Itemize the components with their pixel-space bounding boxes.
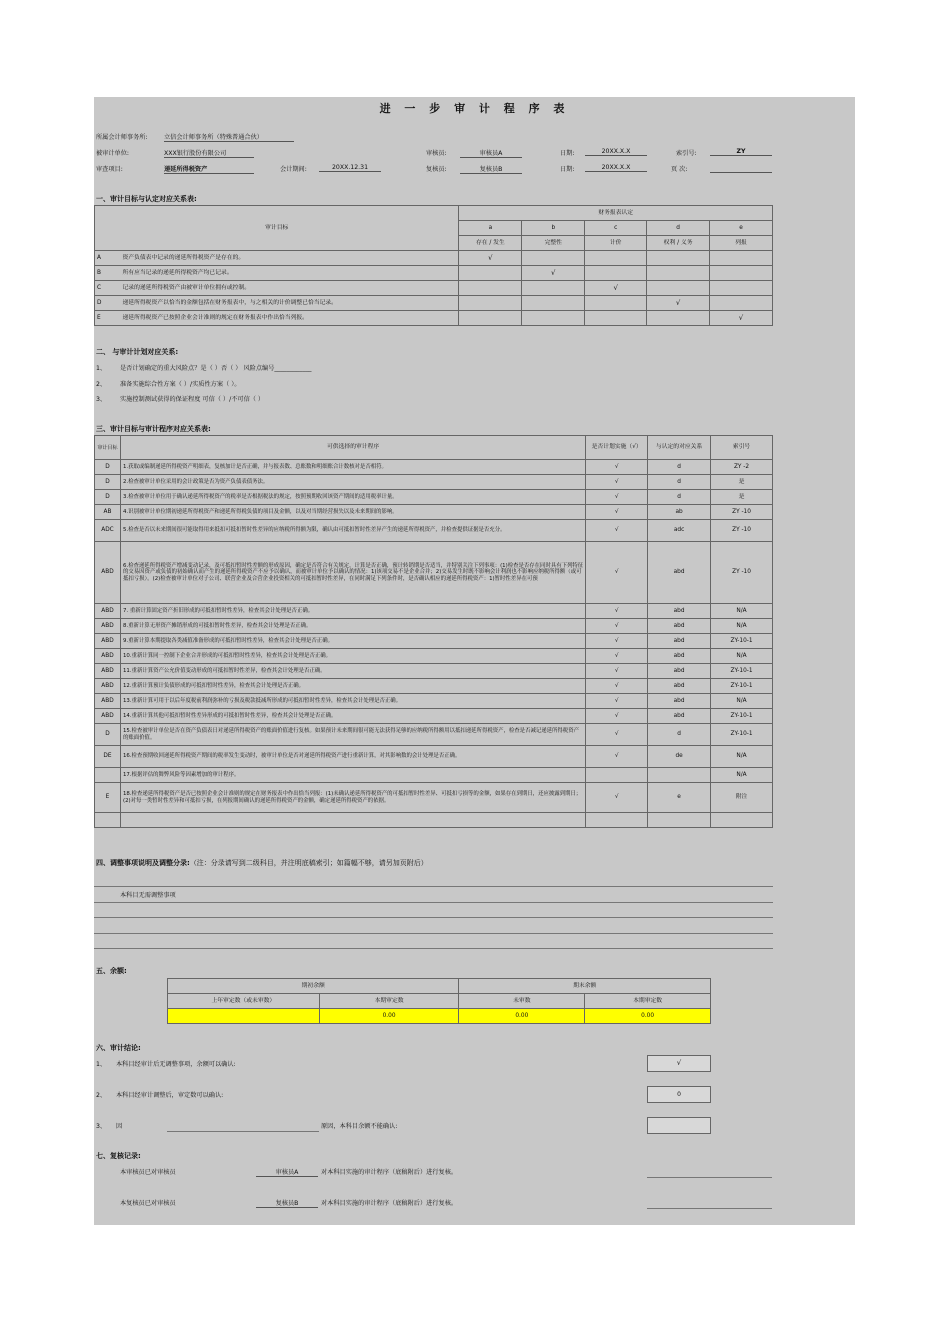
s7-name-2: 复核员B [256,1198,318,1208]
goal-row [95,296,773,311]
assertion-cell[interactable] [710,251,773,266]
procedure-plan[interactable]: √ [586,634,648,649]
goal-text: 递延所得税资产已按照企业会计准则的规定在财务报表中作出恰当列报。 [120,311,458,326]
procedure-assertion: abd [648,709,711,724]
reviewer-value: 复核员B [460,164,522,174]
assertion-cell[interactable] [522,281,585,296]
goal-row [95,251,773,266]
procedure-goal: ABD [95,542,121,604]
section3-title: 三、审计目标与审计程序对应关系表: [96,425,211,433]
procedure-goal: ABD [95,604,121,619]
s6-box-3[interactable] [647,1117,711,1134]
goal-text: 记录的递延所得税资产由被审计单位拥有或控制。 [120,281,458,296]
s7-sign-2[interactable] [647,1208,772,1209]
procedure-assertion: abd [648,694,711,709]
procedure-index[interactable]: N/A [711,768,773,783]
s6-reason-line[interactable] [167,1131,319,1132]
page-title: 进 一 步 审 计 程 序 表 [379,102,570,115]
goal-header: 审计目标 [95,206,459,251]
assertion-cell[interactable]: √ [647,296,710,311]
assertion-cell[interactable] [522,251,585,266]
procedure-assertion: d [648,490,711,505]
procedure-text: 16.检查预期收回递延所得税资产期间的税率发生变动时，被审计单位是否对递延所得税资产进行重新计算，对其影响数的会计处理是否正确。 [120,746,585,768]
procedure-goal [95,768,121,783]
procedure-index[interactable]: N/A [711,746,773,768]
goal-text: 所有应当记录的递延所得税资产均已记录。 [120,266,458,281]
procedure-index[interactable]: 是 [711,490,773,505]
procedure-goal: ADC [95,520,121,542]
procedure-goal: D [95,490,121,505]
procedure-plan[interactable]: √ [586,664,648,679]
section2-title: 二、 与审计计划对应关系: [96,348,179,356]
procedure-text: 5.检查是否以未来期间很可能取得用来抵扣可抵扣暂时性差异的应纳税所得额为限，确认由可抵扣暂时性差异产生的递延所得税资产，并检查提供证据是否充分。 [120,520,585,542]
procedure-assertion: abd [648,542,711,604]
assertion-cell[interactable] [522,296,585,311]
closing-header: 期末余额 [459,979,711,994]
col-closing-audited: 本期审定数 [585,994,711,1009]
assertion-table [94,205,773,326]
s2-text-2: 准备实施综合性方案（ ）/实质性方案（ ）。 [120,381,241,388]
procedure-plan[interactable]: √ [586,619,648,634]
procedure-plan[interactable]: √ [586,505,648,520]
assertion-name-d: 权利 / 义务 [647,236,710,251]
procedure-text: 12.重新计算预计负债形成的可抵扣暂时性差异，检查其会计处理是否正确。 [120,679,585,694]
s4-title-text: 四、调整事项说明及调整分录: [96,859,190,867]
s7-sign-1[interactable] [647,1177,772,1178]
assertion-cell[interactable] [710,281,773,296]
procedure-plan[interactable]: √ [586,679,648,694]
s4-note: （注：分录请写到二级科目，并注明底稿索引；如篇幅不够，请另加页附后） [189,859,428,867]
page-label: 页 次: [671,166,688,173]
assertion-cell[interactable] [585,296,647,311]
procedure-row [95,746,773,768]
procedure-row [95,490,773,505]
assertion-name-e: 列报 [710,236,773,251]
client-label: 被审计单位: [96,150,130,157]
assertion-cell[interactable]: √ [522,266,585,281]
date1-value: 20XX.X.X [585,148,647,156]
period-value: 20XX.12.31 [319,164,381,172]
goal-row [95,266,773,281]
goal-id: B [95,266,121,281]
procedure-assertion: ab [648,505,711,520]
procedure-row [95,768,773,783]
index-label: 索引号: [676,150,697,157]
procedure-plan[interactable]: √ [586,724,648,746]
assertion-cell[interactable] [522,311,585,326]
audit-sheet [94,97,855,1225]
procedure-text: 9.重新计算本期提取各类减值准备形成的可抵扣暂时性差异，检查其会计处理是否正确。 [120,634,585,649]
procedure-goal: ABD [95,634,121,649]
procedure-index[interactable]: ZY -2 [711,460,773,475]
procedure-goal: D [95,460,121,475]
procedure-index[interactable]: ZY-10-1 [711,634,773,649]
assertion-cell[interactable] [585,251,647,266]
assertion-name-b: 完整性 [522,236,585,251]
procedure-goal: DE [95,746,121,768]
assertion-header: 财务报表认定 [459,206,773,221]
period-label: 会计期间: [280,166,307,173]
procedure-row [95,649,773,664]
head-proc: 可供选择的审计程序 [120,436,585,460]
procedure-table [94,435,773,828]
procedure-text: 2.检查被审计单位采用的会计政策是否为资产负债表债务法。 [120,475,585,490]
procedure-text: 11.重新计算资产公允价值变动形成的可抵扣暂时性差异，检查其会计处理是否正确。 [120,664,585,679]
procedure-plan[interactable]: √ [586,542,648,604]
procedure-plan[interactable]: √ [586,460,648,475]
firm-value: 立信会计师事务所（特殊普通合伙） [164,132,294,142]
procedure-goal: D [95,724,121,746]
procedure-assertion: adc [648,520,711,542]
procedure-goal: D [95,475,121,490]
head-plan: 是否计划实施（√） [586,436,648,460]
opening-header: 期初余额 [168,979,459,994]
head-index: 索引号 [711,436,773,460]
goal-text: 递延所得税资产以恰当的金额包括在财务报表中，与之相关的计价调整已恰当记录。 [120,296,458,311]
procedure-text: 18.检查递延所得税资产是否已按照企业会计准则的规定在财务报表中作出恰当列报：(1)未确认递延所得税资产的可抵扣暂时性差异、可抵扣亏损等的金额，如果存在到期日，还应披露到期日；(2)对每一类暂时性差异和可抵扣亏损，在列报期间确认的递延所得税资产的金额，确定递延所得税资产的依据。 [120,783,585,813]
head-goal: 审计目标 [95,436,121,460]
firm-label: 所属会计师事务所: [96,134,148,141]
goal-id: C [95,281,121,296]
procedure-row [95,709,773,724]
s6-text-2: 本科目经审计调整后，审定数可以确认: [116,1092,224,1099]
procedure-plan[interactable]: √ [586,520,648,542]
procedure-goal: ABD [95,694,121,709]
s2-text-3: 实施控制测试获得的保证程度 可信（ ）/不可信（ ） [120,396,265,403]
procedure-row [95,542,773,604]
assertion-cell[interactable] [710,296,773,311]
s7-text-2: 对本科目实施的审计程序（底稿附后）进行复核。 [321,1200,458,1207]
item-label: 审查项目: [96,166,123,173]
goal-id: E [95,311,121,326]
procedure-assertion: abd [648,634,711,649]
reviewer-label: 复核员: [426,166,447,173]
s6-text-1: 本科目经审计后无调整事项，余额可以确认: [116,1061,236,1068]
procedure-row [95,679,773,694]
procedure-goal: AB [95,505,121,520]
procedure-plan[interactable]: √ [586,604,648,619]
section6-title: 六、审计结论: [96,1044,141,1052]
s6-box-1[interactable]: √ [647,1055,711,1072]
procedure-row [95,505,773,520]
s2-text-1: 是否计划确定的重大风险点？是（ ）否（ ） 风险点编号____________ [120,365,312,372]
balance-table [167,978,711,1024]
procedure-plan[interactable]: √ [586,694,648,709]
procedure-assertion: d [648,724,711,746]
goal-id: A [95,251,121,266]
procedure-text: 6.检查递延所得税资产增减变动记录，及可抵扣暂时性差额的形成原因，确定是否符合有关规定，计算是否正确，预计转销期是否适当，并特别关注下列事项：(1)检查是否存在同时具有下列特征的交易因资产或负债的初始确认而产生的递延所得税资产不应予以确认，而被审计单位予以确认的情况：1)该项交易不是企业合并；2)交易发生时既不影响会计利润也不影响应纳税所得额（或可抵扣亏损）。(2)检查被审计单位对子公司、联营企业及合营企业投资相关的可抵扣暂时性差异，在同时满足下列条件时，是否确认相应的递延所得税资产：1)暂时性差异在可预 [120,542,585,604]
assertion-cell[interactable]: √ [710,311,773,326]
assertion-cell[interactable] [647,311,710,326]
date1-label: 日期: [560,150,575,157]
col-opening-audited: 本期审定数 [319,994,459,1009]
s6-text-3: 因 [116,1123,123,1130]
procedure-row [95,460,773,475]
procedure-index[interactable]: 是 [711,475,773,490]
section5-title: 五、余额: [96,967,127,975]
assertion-cell[interactable] [459,266,522,281]
s6-no-1: 1、 [96,1061,107,1068]
procedure-row [95,664,773,679]
assertion-cell[interactable] [459,311,522,326]
s2-no-3: 3、 [96,396,107,403]
procedure-plan[interactable]: √ [586,475,648,490]
procedure-text: 3.检查被审计单位用于确认递延所得税资产的税率是否根据税法的规定，按照预期收回该资产期间的适用税率计量。 [120,490,585,505]
assertion-cell[interactable] [459,281,522,296]
index-value: ZY [710,148,772,156]
assertion-col-d: d [647,221,710,236]
val-closing-audited[interactable]: 0.00 [585,1009,711,1024]
val-unaudited[interactable]: 0.00 [459,1009,585,1024]
procedure-index[interactable]: N/A [711,604,773,619]
procedure-text: 10.重新计算同一控制下企业合并形成的可抵扣暂时性差异，检查其会计处理是否正确。 [120,649,585,664]
s4-line1: 本科目无需调整事项 [120,892,176,899]
procedure-assertion: abd [648,649,711,664]
val-prior[interactable] [168,1009,320,1024]
procedure-goal: ABD [95,664,121,679]
section7-title: 七、复核记录: [96,1152,141,1160]
procedure-plan[interactable]: √ [586,783,648,813]
procedure-row [95,783,773,813]
procedure-assertion: abd [648,679,711,694]
page-value [710,164,772,173]
procedure-assertion [648,768,711,783]
s7-name-1: 审核员A [256,1167,318,1177]
procedure-text: 17.根据评估的舞弊风险等因素增加的审计程序。 [120,768,585,783]
s6-no-3: 3、 [96,1123,107,1130]
s7-text-1: 对本科目实施的审计程序（底稿附后）进行复核。 [321,1169,458,1176]
procedure-index[interactable]: N/A [711,649,773,664]
procedure-goal: E [95,783,121,813]
assertion-col-e: e [710,221,773,236]
procedure-index[interactable]: ZY-10-1 [711,709,773,724]
goal-text: 资产负债表中记录的递延所得税资产是存在的。 [120,251,458,266]
procedure-index[interactable]: ZY -10 [711,542,773,604]
assertion-cell[interactable] [647,266,710,281]
procedure-index[interactable]: ZY -10 [711,520,773,542]
val-opening-audited[interactable]: 0.00 [319,1009,459,1024]
procedure-plan[interactable] [586,768,648,783]
goal-row [95,281,773,296]
assertion-cell[interactable] [585,311,647,326]
procedure-goal: ABD [95,709,121,724]
assertion-cell[interactable]: √ [459,251,522,266]
assertion-cell[interactable] [459,296,522,311]
auditor-value: 审核员A [460,148,522,158]
s2-no-1: 1、 [96,365,107,372]
section1-title: 一、审计目标与认定对应关系表: [96,195,197,203]
procedure-goal: ABD [95,619,121,634]
procedure-index[interactable]: N/A [711,619,773,634]
assertion-name-c: 计价 [585,236,647,251]
procedure-index[interactable]: 附注 [711,783,773,813]
procedure-goal: ABD [95,679,121,694]
client-value: XXX银行股份有限公司 [164,148,254,158]
procedure-plan[interactable]: √ [586,649,648,664]
procedure-text: 13.重新计算可用于以后年度税前利润弥补的亏损及税款抵减所形成的可抵扣暂时性差异，检查其会计处理是否正确。 [120,694,585,709]
procedure-assertion: abd [648,619,711,634]
assertion-col-a: a [459,221,522,236]
assertion-cell[interactable] [710,266,773,281]
procedure-text: 15.检查被审计单位是否在资产负债表日对递延所得税资产的账面价值进行复核。如果预计未来期间很可能无法获得足够的应纳税所得额用以抵扣递延所得税资产，检查是否减记递延所得税资产的账面价值。 [120,724,585,746]
procedure-index[interactable]: ZY -10 [711,505,773,520]
procedure-assertion: d [648,475,711,490]
auditor-label: 审核员: [426,150,447,157]
assertion-cell[interactable] [647,251,710,266]
procedure-assertion: abd [648,604,711,619]
assertion-col-b: b [522,221,585,236]
procedure-row [95,694,773,709]
s7-label-2: 本复核员已对审核员 [120,1200,176,1207]
procedure-index[interactable]: ZY-10-1 [711,679,773,694]
procedure-plan[interactable]: √ [586,490,648,505]
procedure-row [95,604,773,619]
procedure-text: 8.重新计算无形资产摊销形成的可抵扣暂时性差异，检查其会计处理是否正确。 [120,619,585,634]
date2-value: 20XX.X.X [585,164,647,172]
procedure-index[interactable]: ZY-10-1 [711,664,773,679]
assertion-cell[interactable] [585,266,647,281]
s6-box-2[interactable]: 0 [647,1086,711,1103]
item-value: 递延所得税资产 [164,164,254,174]
procedure-text: 14.重新计算其他可抵扣暂时性差异形成的可抵扣暂时性差异，检查其会计处理是否正确。 [120,709,585,724]
col-unaudited: 未审数 [459,994,585,1009]
assertion-col-c: c [585,221,647,236]
s7-label-1: 本审核员已对审核员 [120,1169,176,1176]
procedure-text: 1.获取或编制递延所得税资产明细表，复核加计是否正确，并与报表数、总账数和明细账合计数核对是否相符。 [120,460,585,475]
assertion-name-a: 存在 / 发生 [459,236,522,251]
procedure-row [95,634,773,649]
head-assert: 与认定的对应关系 [648,436,711,460]
assertion-cell[interactable] [647,281,710,296]
procedure-row [95,724,773,746]
s6-text-3b: 原因，本科目余额不能确认: [321,1123,398,1130]
procedure-row [95,619,773,634]
procedure-text: 7. 重新计算固定资产折旧形成的可抵扣暂时性差异，检查其会计处理是否正确。 [120,604,585,619]
s2-no-2: 2、 [96,381,107,388]
procedure-row [95,475,773,490]
procedure-plan[interactable]: √ [586,746,648,768]
procedure-index[interactable]: N/A [711,694,773,709]
section4-title [96,858,428,868]
goal-row [95,311,773,326]
procedure-text: 4.识别被审计单位期初递延所得税资产和递延所得税负债的项目及金额，以及对当期经营损失以及未来期间的影响。 [120,505,585,520]
procedure-goal: ABD [95,649,121,664]
date2-label: 日期: [560,166,575,173]
col-prior: 上年审定数（或未审数） [168,994,320,1009]
procedure-row [95,520,773,542]
procedure-plan[interactable]: √ [586,709,648,724]
procedure-assertion: e [648,783,711,813]
procedure-assertion: abd [648,664,711,679]
assertion-cell[interactable]: √ [585,281,647,296]
procedure-index[interactable]: ZY-10-1 [711,724,773,746]
s6-no-2: 2、 [96,1092,107,1099]
goal-id: D [95,296,121,311]
procedure-assertion: de [648,746,711,768]
procedure-assertion: d [648,460,711,475]
